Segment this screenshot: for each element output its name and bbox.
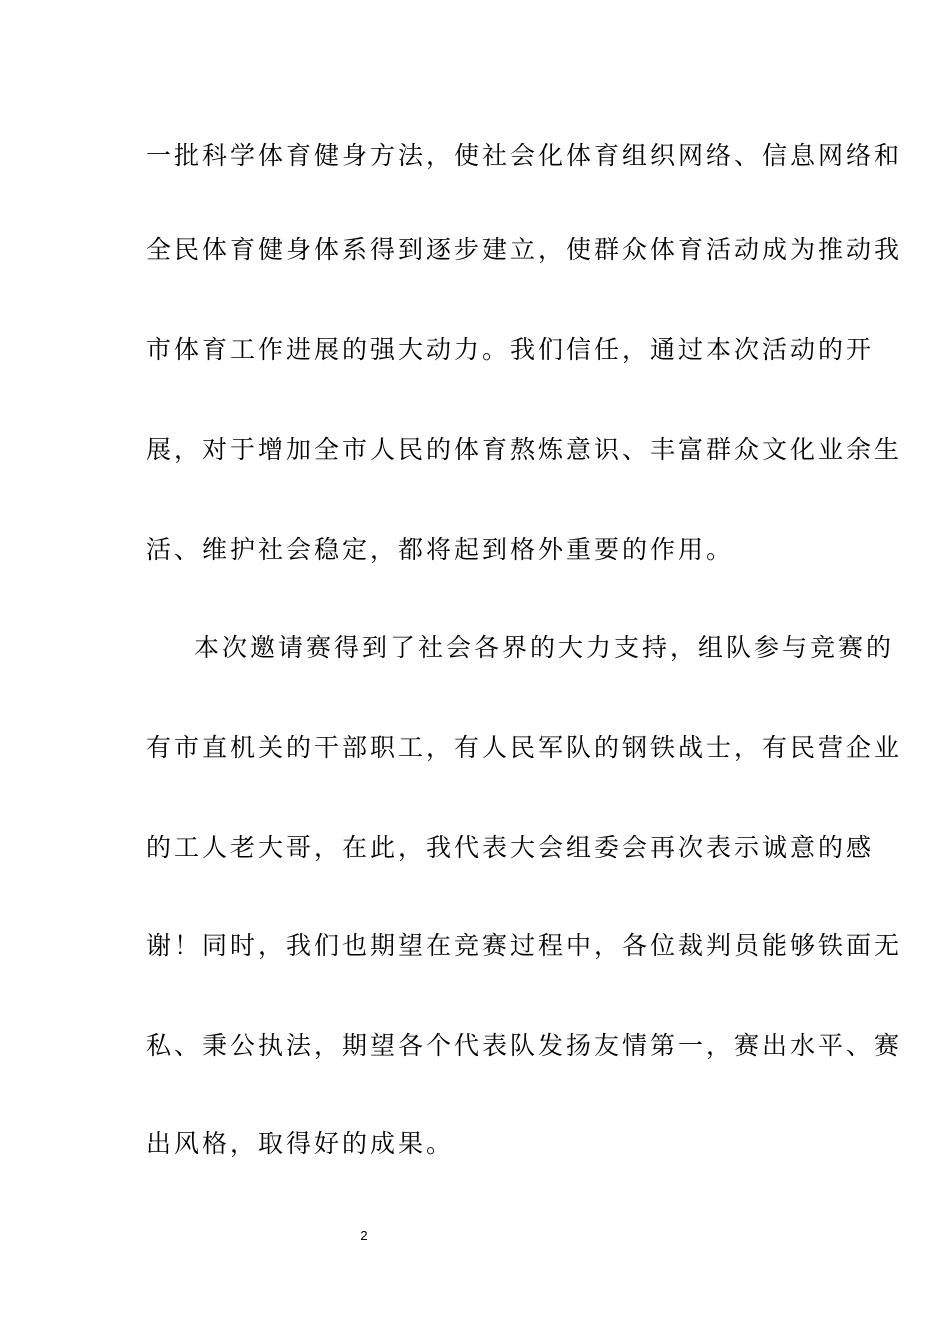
paragraph-1-line-2: 全民体育健身体系得到逐步建立，使群众体育活动成为推动我 bbox=[146, 235, 903, 264]
paragraph-1-line-5: 活、维护社会稳定，都将起到格外重要的作用。 bbox=[146, 535, 735, 564]
paragraph-2-line-3: 的工人老大哥，在此，我代表大会组委会再次表示诚意的感 bbox=[146, 833, 875, 862]
paragraph-1-line-4: 展，对于增加全市人民的体育熬炼意识、丰富群众文化业余生 bbox=[146, 435, 903, 464]
page-number: 2 bbox=[360, 1228, 368, 1243]
paragraph-2-line-5: 私、秉公执法，期望各个代表队发扬友情第一，赛出水平、赛 bbox=[146, 1031, 903, 1060]
paragraph-2-line-1: 本次邀请赛得到了社会各界的大力支持，组队参与竞赛的 bbox=[194, 633, 895, 662]
paragraph-1-line-1: 一批科学体育健身方法，使社会化体育组织网络、信息网络和 bbox=[146, 141, 903, 170]
paragraph-2-line-4: 谢！同时，我们也期望在竞赛过程中，各位裁判员能够铁面无 bbox=[146, 931, 903, 960]
paragraph-2-line-6: 出风格，取得好的成果。 bbox=[146, 1129, 455, 1158]
paragraph-2-line-2: 有市直机关的干部职工，有人民军队的钢铁战士，有民营企业 bbox=[146, 733, 903, 762]
paragraph-1-line-3: 市体育工作进展的强大动力。我们信任，通过本次活动的开 bbox=[146, 335, 875, 364]
